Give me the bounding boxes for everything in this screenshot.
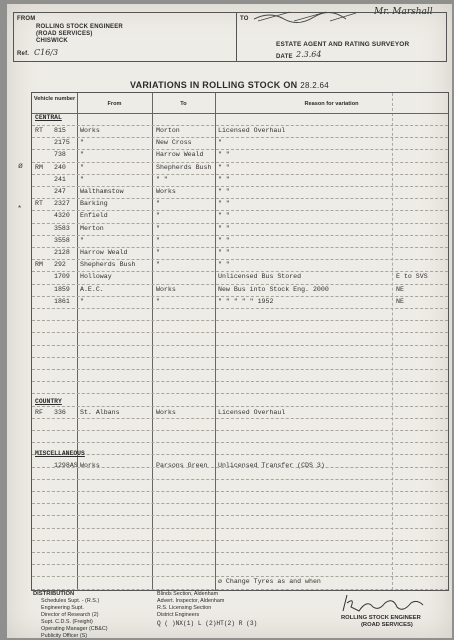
row-vehicle-number: 240: [54, 163, 66, 171]
to-name: ESTATE AGENT AND RATING SURVEYOR: [276, 41, 410, 48]
row-rule: [32, 149, 448, 150]
page-title: [7, 80, 452, 90]
row-to: " ": [156, 175, 168, 183]
row-from: Shepherds Bush: [80, 261, 136, 269]
dist-mid-5: Q ( )NX(1) L (2)HT(2) R (3): [157, 620, 258, 627]
distribution-footer: [7, 589, 452, 638]
from-line-3: CHISWICK: [36, 38, 68, 44]
row-vehicle-class: RM: [35, 163, 43, 171]
from-label: FROM: [17, 16, 36, 22]
row-rule: [32, 198, 448, 199]
row-vehicle-number: 1709: [54, 273, 70, 281]
row-rule: [32, 320, 448, 321]
row-vehicle-class: RF: [35, 409, 43, 416]
row-vehicle-number: 1298AS: [54, 462, 78, 469]
row-rule: [32, 406, 448, 407]
row-from: Barking: [80, 200, 108, 208]
row-extra: NE: [396, 285, 404, 293]
row-from: ": [80, 297, 84, 305]
col-head-to: To: [180, 101, 187, 107]
ref-label: Ref.: [17, 51, 30, 57]
header-box: [13, 7, 447, 62]
row-to: ": [156, 297, 160, 305]
row-vehicle-class: RT: [35, 200, 43, 208]
signoff-line-2: (ROAD SERVICES): [361, 622, 413, 628]
col-head-from: From: [107, 101, 122, 107]
row-rule: [32, 259, 448, 260]
title-date: 28.2.64: [300, 81, 330, 90]
row-vehicle-number: 247: [54, 188, 66, 195]
row-rule: [32, 576, 448, 577]
row-rule: [32, 369, 448, 370]
row-to: Harrow Weald: [156, 151, 204, 159]
row-vehicle-number: 241: [54, 175, 66, 183]
row-reason: " ": [218, 163, 230, 171]
row-reason: " ": [218, 261, 230, 269]
row-rule: [32, 491, 448, 492]
row-to: ": [156, 200, 160, 208]
row-vehicle-number: 1859: [54, 285, 70, 293]
row-from: ": [80, 236, 84, 244]
row-vehicle-number: 2128: [54, 249, 70, 256]
row-vehicle-number: 815: [54, 127, 66, 134]
row-reason: New Bus into Stock Eng. 2000: [218, 285, 329, 293]
row-to: ": [156, 261, 160, 269]
row-reason: " ": [218, 212, 230, 220]
row-to: ": [156, 224, 160, 232]
row-from: Merton: [80, 224, 104, 232]
row-vehicle-number: 3583: [54, 224, 70, 232]
row-to: Works: [156, 188, 176, 195]
col-head-vehicle: Vehicle number: [33, 96, 76, 102]
row-vehicle-number: 336: [54, 409, 66, 416]
document-sheet: [7, 4, 452, 638]
dist-mid-3: R.S. Licensing Section: [157, 605, 212, 611]
row-vehicle-class: RM: [35, 261, 43, 269]
row-from: A.E.C.: [80, 285, 104, 293]
dist-mid-4: District Engineers: [157, 612, 200, 618]
row-extra: E to SVS: [396, 273, 428, 281]
row-to: Works: [156, 409, 176, 416]
row-reason: " ": [218, 249, 230, 256]
to-label: TO: [240, 16, 249, 22]
row-to: Parsons Green: [156, 462, 208, 469]
row-rule: [32, 442, 448, 443]
row-to: ": [156, 212, 160, 220]
row-from: Works: [80, 462, 100, 469]
row-reason: " " " " " 1952: [218, 297, 274, 305]
title-text: VARIATIONS IN ROLLING STOCK ON: [129, 80, 298, 90]
row-reason: Licensed Overhaul: [218, 409, 286, 416]
row-rule: [32, 540, 448, 541]
row-vehicle-number: 2175: [54, 139, 70, 147]
row-vehicle-number: 738: [54, 151, 66, 159]
row-rule: [32, 381, 448, 382]
header-divider: [236, 13, 237, 61]
row-to: Shepherds Bush: [156, 163, 212, 171]
to-handwritten-name: Mr. Marshall: [374, 7, 433, 17]
dist-mid-1: Blinds Section, Aldenham: [157, 591, 219, 597]
crossed-out-handwriting: [250, 9, 368, 25]
row-rule: [32, 564, 448, 565]
row-rule: [32, 479, 448, 480]
dist-left-1: Schedules Supt. - (R.S.): [41, 598, 100, 604]
date-value: 2.3.64: [296, 50, 322, 59]
ref-value: C16/3: [34, 48, 59, 57]
row-rule: [32, 174, 448, 175]
row-reason: " ": [218, 175, 230, 183]
dist-left-6: Publicity Officer (S): [41, 633, 88, 638]
row-rule: [32, 210, 448, 211]
row-from: St. Albans: [80, 409, 120, 416]
from-line-1: ROLLING STOCK ENGINEER: [36, 24, 123, 30]
row-rule: [32, 137, 448, 138]
row-reason: " ": [218, 200, 230, 208]
signoff-line-1: ROLLING STOCK ENGINEER: [341, 615, 421, 621]
row-rule: [32, 235, 448, 236]
row-rule: [32, 162, 448, 163]
row-to: New Cross: [156, 139, 192, 147]
row-rule: [32, 552, 448, 553]
header-rule: [32, 113, 448, 114]
row-rule: [32, 271, 448, 272]
row-from: Works: [80, 127, 100, 134]
from-line-2: (ROAD SERVICES): [36, 31, 93, 37]
row-to: Morton: [156, 127, 180, 134]
section-miscellaneous: MISCELLANEOUS: [35, 450, 85, 457]
date-label: DATE: [276, 54, 293, 60]
row-rule: [32, 186, 448, 187]
row-vehicle-number: 3558: [54, 236, 70, 244]
distribution-label: DISTRIBUTION: [33, 591, 75, 597]
row-reason: Unlicensed Transfer (CDS 3): [218, 462, 325, 469]
row-rule: [32, 515, 448, 516]
row-from: Enfield: [80, 212, 108, 220]
row-rule: [32, 332, 448, 333]
row-rule: [32, 454, 448, 455]
dist-left-4: Supt. C.D.S. (Freight): [41, 619, 93, 625]
row-vehicle-number: 1861: [54, 297, 70, 305]
row-to: ": [156, 249, 160, 256]
dist-left-2: Engineering Supt.: [41, 605, 84, 611]
section-country: COUNTRY: [35, 398, 62, 405]
row-from: Harrow Weald: [80, 249, 128, 256]
col-head-reason: Reason for variation: [304, 101, 359, 107]
row-rule: [32, 357, 448, 358]
row-reason: " ": [218, 188, 230, 195]
section-central: CENTRAL: [35, 114, 62, 121]
asterisk-mark: *: [18, 204, 22, 213]
variations-table: [18, 92, 449, 591]
row-to: ": [156, 236, 160, 244]
row-vehicle-number: 2327: [54, 200, 70, 208]
row-vehicle-class: RT: [35, 127, 43, 134]
row-from: ": [80, 163, 84, 171]
dist-left-3: Director of Research (2): [41, 612, 99, 618]
row-reason: " ": [218, 151, 230, 159]
row-rule: [32, 393, 448, 394]
row-rule: [32, 418, 448, 419]
row-rule: [32, 430, 448, 431]
row-reason: Licensed Overhaul: [218, 127, 286, 134]
row-rule: [32, 528, 448, 529]
row-from: ": [80, 139, 84, 147]
footnote: ø Change Tyres as and when: [218, 578, 321, 585]
row-from: ": [80, 175, 84, 183]
row-from: Holloway: [80, 273, 112, 281]
row-to: Works: [156, 285, 176, 293]
oslash-mark: ø: [18, 161, 23, 170]
row-reason: " ": [218, 236, 230, 244]
row-rule: [32, 345, 448, 346]
row-reason: " ": [218, 224, 230, 232]
row-vehicle-number: 292: [54, 261, 66, 269]
row-rule: [32, 503, 448, 504]
row-vehicle-number: 4320: [54, 212, 70, 220]
dist-mid-2: Advert. Inspector, Aldenham: [157, 598, 225, 604]
row-rule: [32, 308, 448, 309]
row-extra: NE: [396, 297, 404, 305]
row-rule: [32, 247, 448, 248]
row-from: ": [80, 151, 84, 159]
row-from: Walthamstow: [80, 188, 124, 195]
row-reason: Unlicensed Bus Stored: [218, 273, 302, 281]
row-reason: ": [218, 139, 222, 147]
dist-left-5: Operating Manager (CB&C): [41, 626, 108, 632]
row-rule: [32, 125, 448, 126]
